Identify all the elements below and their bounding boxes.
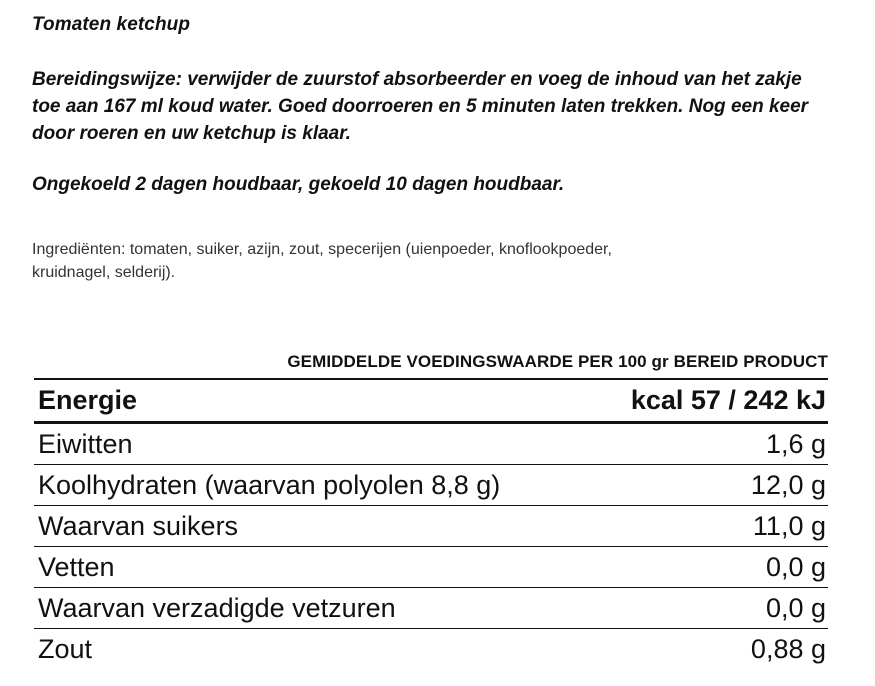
nutrition-row-carbohydrates [34,465,828,506]
nutrition-row-salt [34,629,828,670]
nutrition-heading: GEMIDDELDE VOEDINGSWAARDE PER 100 gr BEREID PRODUCT [287,352,828,371]
nutrition-value: 12,0 g [750,469,826,500]
preparation-instructions: Bereidingswijze: verwijder de zuurstof absorbeerder en voeg de inhoud van het zakje toe aan 167 ml koud water. Goed doorroeren en 5 minuten laten trekken. Nog een keer door roeren en uw ketchup is klaar. [32,69,809,144]
nutrition-label: Koolhydraten (waarvan polyolen 8,8 g) [38,469,501,500]
nutrition-row-sugars [34,506,828,547]
nutrition-value: kcal 57 / 242 kJ [630,385,826,415]
nutrition-value: 11,0 g [752,510,826,541]
nutrition-row-saturated-fat [34,588,828,629]
nutrition-value: 0,0 g [765,551,826,582]
nutrition-label: Eiwitten [38,428,133,459]
nutrition-label: Waarvan suikers [38,510,239,541]
nutrition-table [34,378,828,670]
shelf-life-note: Ongekoeld 2 dagen houdbaar, gekoeld 10 dagen houdbaar. [32,174,565,195]
nutrition-label: Vetten [38,551,115,582]
nutrition-label: Waarvan verzadigde vetzuren [38,592,396,623]
nutrition-row-energy [34,380,828,424]
nutrition-value: 0,0 g [765,592,826,623]
nutrition-value: 0,88 g [750,634,826,664]
nutrition-label: Zout [38,634,93,664]
ingredients-list: Ingrediënten: tomaten, suiker, azijn, zout, specerijen (uienpoeder, knoflookpoeder, kruidnagel, selderij). [32,241,612,281]
nutrition-value: 1,6 g [765,428,826,459]
nutrition-row-fat [34,547,828,588]
nutrition-row-protein [34,424,828,465]
product-title: Tomaten ketchup [32,14,191,35]
nutrition-label: Energie [38,385,138,415]
